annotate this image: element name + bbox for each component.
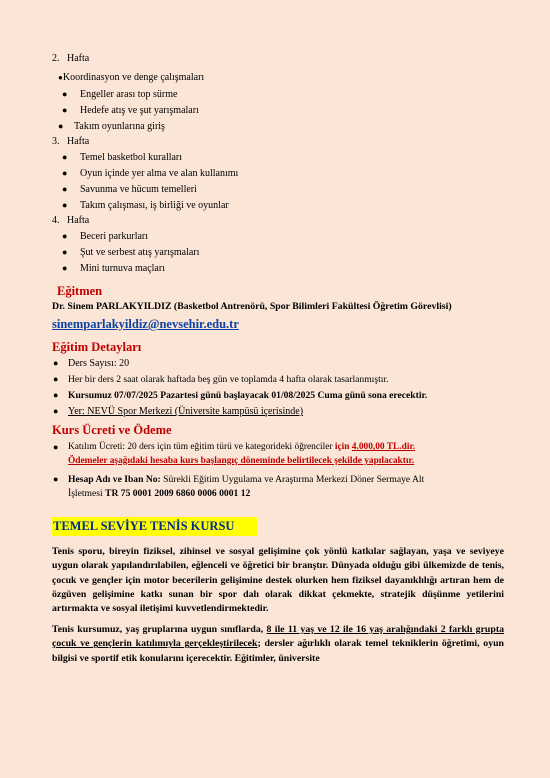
bullet-icon: ● bbox=[53, 390, 59, 400]
list-item: Temel basketbol kuralları bbox=[80, 152, 183, 163]
details-heading: Eğitim Detayları bbox=[52, 340, 142, 354]
bank-line: Hesap Adı ve Iban No: Sürekli Eğitim Uygulama ve Araştırma Merkezi Döner Sermaye Alt bbox=[68, 474, 425, 485]
list-item: Hedefe atış ve şut yarışmaları bbox=[80, 105, 199, 116]
week-2-heading: 2. Hafta bbox=[52, 53, 90, 64]
instructor-name: Dr. Sinem PARLAKYILDIZ (Basketbol Antrenörü, Spor Bilimleri Fakültesi Öğretim Görevlisi) bbox=[52, 301, 452, 312]
iban-line: İşletmesi TR 75 0001 2009 6860 0006 0001 12 bbox=[68, 488, 251, 499]
bullet-icon: ● bbox=[53, 358, 59, 368]
fee-line: Katılım Ücreti: 20 ders için tüm eğitim türü ve kategorideki öğrenciler için 4.000,00 TL.dir. bbox=[68, 442, 416, 452]
bullet-icon: ● bbox=[62, 152, 68, 162]
list-item: Oyun içinde yer alma ve alan kullanımı bbox=[80, 168, 239, 179]
detail-item: Yer: NEVÜ Spor Merkezi (Üniversite kampüsü içerisinde) bbox=[68, 406, 304, 417]
detail-item: Her bir ders 2 saat olarak haftada beş gün ve toplamda 4 hafta olarak tasarlanmıştır. bbox=[68, 374, 389, 385]
bullet-icon: ● bbox=[53, 442, 59, 452]
list-item: Mini turnuva maçları bbox=[80, 263, 165, 274]
list-item: Şut ve serbest atış yarışmaları bbox=[80, 247, 200, 258]
bullet-icon: ● bbox=[62, 105, 68, 115]
payment-note: Ödemeler aşağıdaki hesaba kurs başlangıç döneminde belirtilecek şekilde yapılacaktır. bbox=[68, 456, 415, 466]
bullet-icon: ● bbox=[58, 121, 64, 131]
detail-item: Kursumuz 07/07/2025 Pazartesi günü başlayacak 01/08/2025 Cuma günü sona erecektir. bbox=[68, 390, 428, 401]
bullet-icon: ● bbox=[62, 231, 68, 241]
instructor-heading: Eğitmen bbox=[57, 284, 103, 298]
bullet-icon: ● bbox=[62, 263, 68, 273]
detail-item: Ders Sayısı: 20 bbox=[68, 358, 130, 369]
bullet-icon: ● bbox=[53, 406, 59, 416]
list-item: Savunma ve hücum temelleri bbox=[80, 184, 197, 195]
list-item: Takım oyunlarına giriş bbox=[74, 121, 165, 132]
list-item: ●Koordinasyon ve denge çalışmaları bbox=[58, 72, 205, 83]
bullet-icon: ● bbox=[62, 200, 68, 210]
week-3-heading: 3. Hafta bbox=[52, 136, 90, 147]
tennis-paragraph-2: Tenis kursumuz, yaş gruplarına uygun sınıflarda, 8 ile 11 yaş ve 12 ile 16 yaş aralığındaki 2 farklı grupta çocuk ve gençlerin katılımıyla gerçekleştirilecek; dersler ağırlıklı olarak temel tekniklerin öğretimi, oyun bilgisi ve sportif etik konularını içerecektir. Eğitimler, üniversite bbox=[52, 624, 504, 664]
bullet-icon: ● bbox=[62, 168, 68, 178]
list-item: Takım çalışması, iş birliği ve oyunlar bbox=[80, 200, 229, 211]
instructor-email-link[interactable]: sinemparlakyildiz@nevsehir.edu.tr bbox=[52, 317, 239, 331]
list-item: Engeller arası top sürme bbox=[80, 89, 178, 100]
list-item: Beceri parkurları bbox=[80, 231, 149, 242]
bullet-icon: ● bbox=[62, 247, 68, 257]
bullet-icon: ● bbox=[62, 89, 68, 99]
bullet-icon: ● bbox=[53, 474, 59, 484]
week-4-heading: 4. Hafta bbox=[52, 215, 90, 226]
bullet-icon: ● bbox=[53, 374, 59, 384]
tennis-course-title: TEMEL SEVİYE TENİS KURSU bbox=[52, 517, 257, 536]
bullet-icon: ● bbox=[62, 184, 68, 194]
fee-heading: Kurs Ücreti ve Ödeme bbox=[52, 423, 172, 437]
tennis-paragraph-1: Tenis sporu, bireyin fiziksel, zihinsel ve sosyal gelişimine çok yönlü katkılar sağlayan, yaşa ve seviyeye uygun olarak yapılandırılabilen, eğlenceli ve öğretici bir branştır. Dünyada olduğu gibi ülkemizde de tenis, çocuk ve gençler için motor becerilerin gelişimine destek olurken hem fiziksel dayanıklılığı artıran hem de özgüven gelişimine katkı sunan bir spor dalı olarak dikkat çekmekte, stratejik düşünme yetilerini artırmakta ve sosyal iletişimi kuvvetlendirmektedir. bbox=[52, 546, 504, 615]
